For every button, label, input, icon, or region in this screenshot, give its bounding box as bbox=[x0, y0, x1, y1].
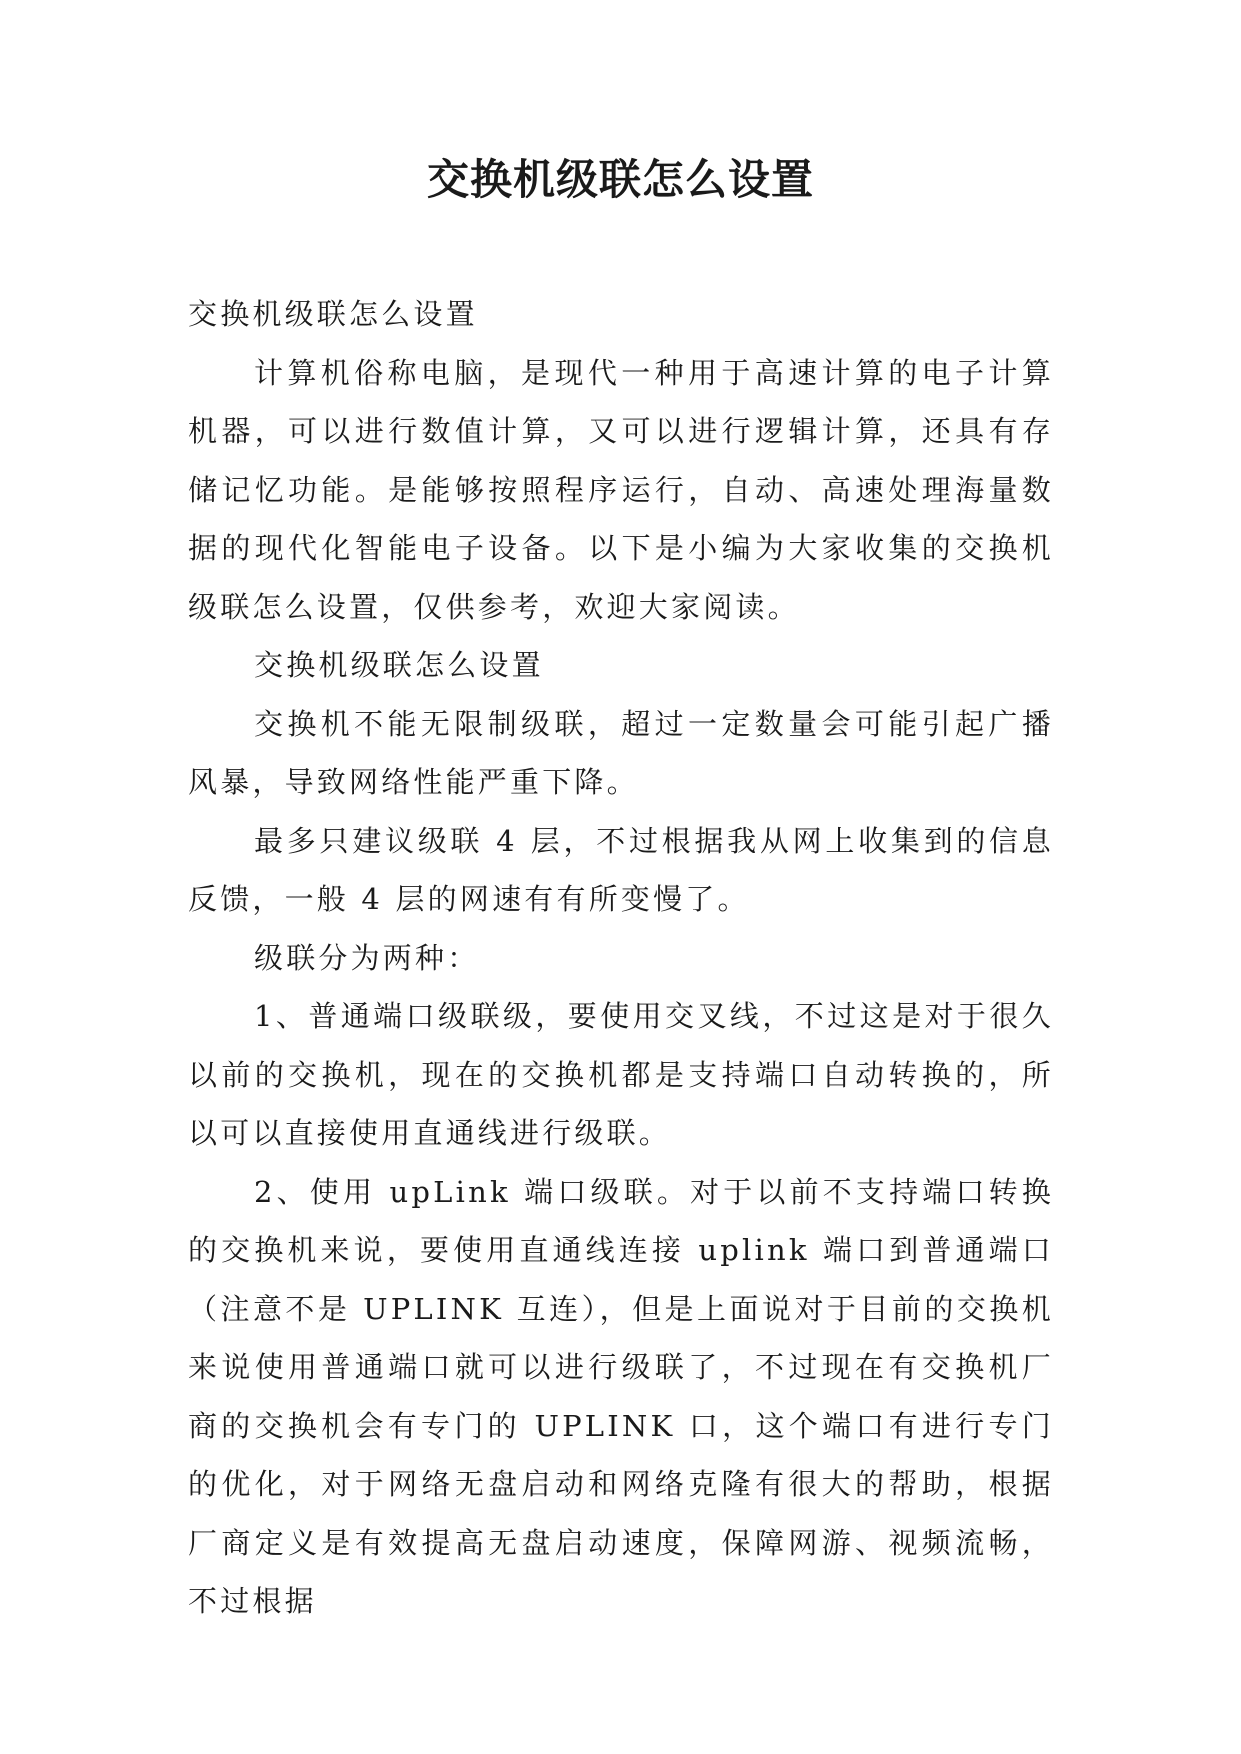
paragraph-types: 级联分为两种： bbox=[254, 940, 480, 975]
paragraph-subheading: 交换机级联怎么设置 bbox=[254, 648, 544, 682]
paragraph-intro: 计算机俗称电脑，是现代一种用于高速计算的电子计算机器，可以进行数值计算，又可以进行逻辑计算，还具有存储记忆功能。是能够按照程序运行，自动、高速处理海量数据的现代化智能电子设备。以下是小编为大家收集的交换机级联怎么设置，仅供参考，欢迎大家阅读。 bbox=[188, 355, 1054, 624]
document-body bbox=[188, 285, 1054, 1631]
paragraph-method-2: 2、使用 upLink 端口级联。对于以前不支持端口转换的交换机来说，要使用直通线连接 uplink 端口到普通端口（注意不是 UPLINK 互连），但是上面说对于目前的交换机来说使用普通端口就可以进行级联了，不过现在有交换机厂商的交换机会有专门的 UPLINK 口，这个端口有进行专门的优化，对于网络无盘启动和网络克隆有很大的帮助，根据厂商定义是有效提高无盘启动速度，保障网游、视频流畅，不过根据 bbox=[188, 1174, 1054, 1618]
paragraph-layers: 最多只建议级联 4 层，不过根据我从网上收集到的信息反馈，一般 4 层的网速有有所变慢了。 bbox=[188, 823, 1054, 916]
paragraph-limit: 交换机不能无限制级联，超过一定数量会可能引起广播风暴，导致网络性能严重下降。 bbox=[188, 706, 1054, 799]
document-title: 交换机级联怎么设置 bbox=[426, 155, 814, 204]
paragraph-heading: 交换机级联怎么设置 bbox=[188, 297, 478, 331]
paragraph-method-1: 1、普通端口级联级，要使用交叉线，不过这是对于很久以前的交换机，现在的交换机都是支持端口自动转换的，所以可以直接使用直通线进行级联。 bbox=[188, 999, 1054, 1150]
